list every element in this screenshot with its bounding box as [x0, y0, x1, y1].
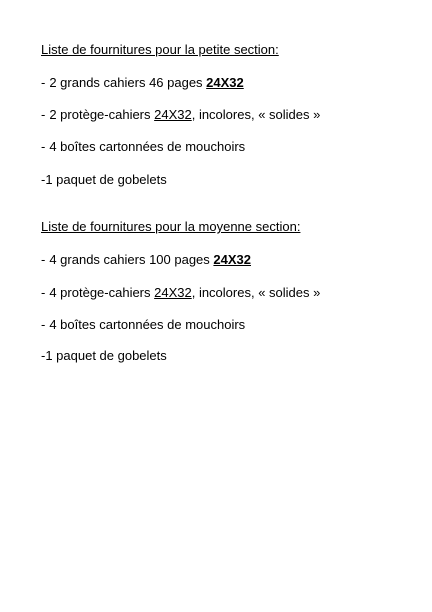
item-format-emphasis: 24X32 [213, 252, 251, 267]
item-text: 4 grands cahiers 100 pages [49, 252, 214, 267]
list-item [41, 317, 245, 333]
item-text: 4 boîtes cartonnées de mouchoirs [49, 139, 246, 154]
list-item [41, 285, 320, 301]
list-dash: - [41, 107, 46, 122]
section-heading-petite: Liste de fournitures pour la petite section: [41, 42, 279, 57]
list-dash: - [41, 252, 46, 267]
list-dash: - [41, 75, 46, 90]
item-text-after: , incolores, « solides » [191, 107, 321, 122]
list-item [41, 75, 244, 91]
list-item: -1 paquet de gobelets [41, 172, 167, 187]
list-dash: - [41, 285, 46, 300]
list-dash: - [41, 139, 46, 154]
list-item [41, 107, 320, 123]
item-text: 4 protège-cahiers [49, 285, 155, 300]
item-text: 2 grands cahiers 46 pages [49, 75, 207, 90]
list-item [41, 252, 251, 268]
list-item [41, 139, 245, 155]
item-text: 2 protège-cahiers [49, 107, 155, 122]
section-heading-moyenne: Liste de fournitures pour la moyenne section: [41, 219, 301, 234]
list-dash: - [41, 317, 46, 332]
item-text: 4 boîtes cartonnées de mouchoirs [49, 317, 246, 332]
list-item: -1 paquet de gobelets [41, 348, 167, 363]
item-format-underlined: 24X32 [154, 285, 192, 300]
item-text-after: , incolores, « solides » [191, 285, 321, 300]
item-format-underlined: 24X32 [154, 107, 192, 122]
item-format-emphasis: 24X32 [206, 75, 244, 90]
